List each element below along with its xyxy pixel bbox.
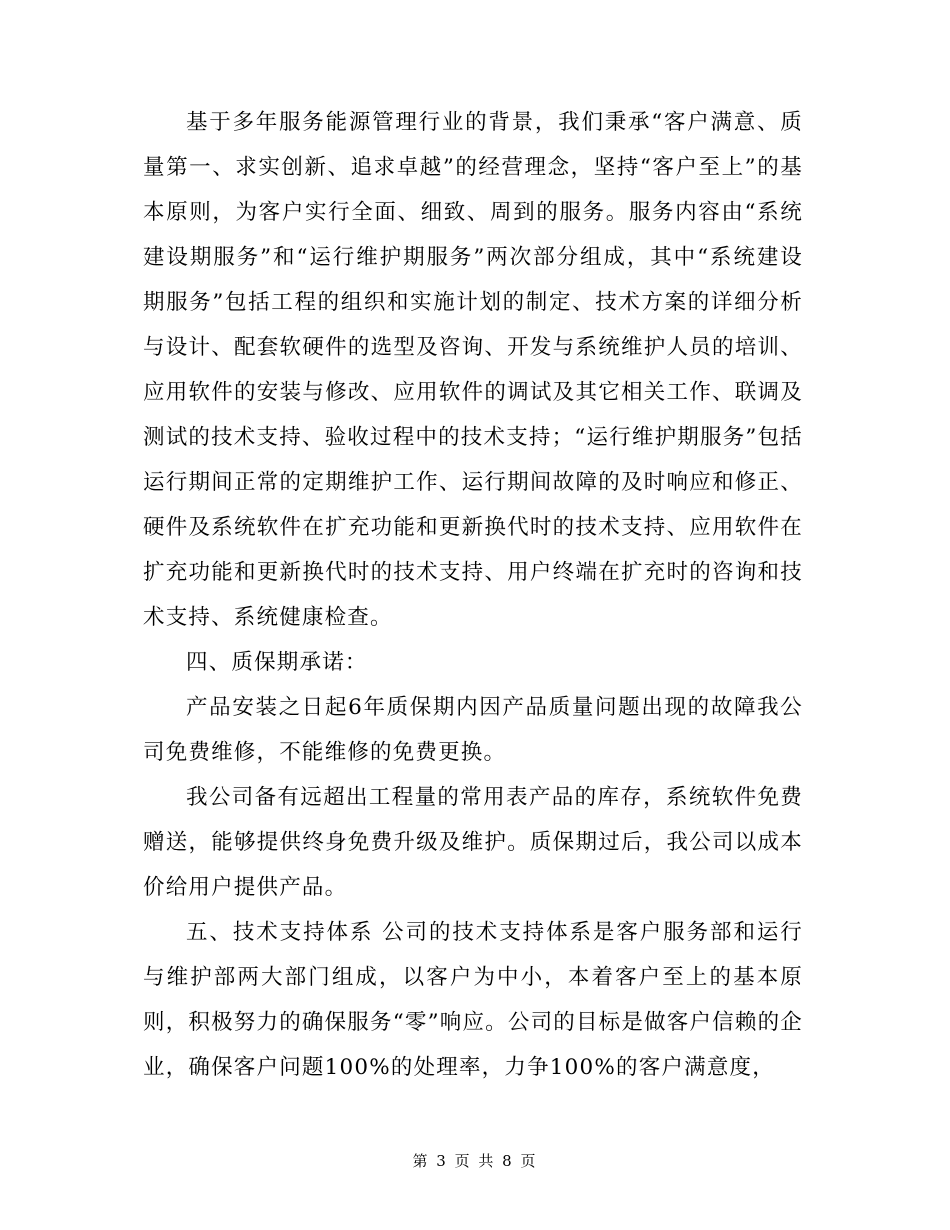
page-number: 第 3 页 共 8 页 bbox=[412, 1152, 538, 1170]
page-footer bbox=[0, 1150, 950, 1171]
paragraph-tech-support-system: 五、技术支持体系 公司的技术支持体系是客户服务部和运行与维护部两大部门组成，以客户为中小，本着客户至上的基本原则，积极努力的确保服务“零”响应。公司的目标是做客户信赖的企业，确保客户问题100%的处理率，力争100%的客户满意度， bbox=[143, 920, 803, 1080]
paragraph-inventory: 我公司备有远超出工程量的常用表产品的库存，系统软件免费赠送，能够提供终身免费升级及维护。质保期过后，我公司以成本价给用户提供产品。 bbox=[143, 785, 803, 900]
paragraph-service-content: 基于多年服务能源管理行业的背景，我们秉承“客户满意、质量第一、求实创新、追求卓越”的经营理念，坚持“客户至上”的基本原则，为客户实行全面、细致、周到的服务。服务内容由“系统建设期服务”和“运行维护期服务”两次部分组成，其中“系统建设期服务”包括工程的组织和实施计划的制定、技术方案的详细分析与设计、配套软硬件的选型及咨询、开发与系统维护人员的培训、应用软件的安装与修改、应用软件的调试及其它相关工作、联调及测试的技术支持、验收过程中的技术支持；“运行维护期服务”包括运行期间正常的定期维护工作、运行期间故障的及时响应和修正、硬件及系统软件在扩充功能和更新换代时的技术支持、应用软件在扩充功能和更新换代时的技术支持、用户终端在扩充时的咨询和技术支持、系统健康检查。 bbox=[143, 110, 803, 630]
page-body bbox=[143, 100, 803, 1090]
paragraph-warranty-repair: 产品安装之日起6年质保期内因产品质量问题出现的故障我公司免费维修，不能维修的免费更换。 bbox=[143, 695, 803, 765]
heading-warranty-commitment: 四、质保期承诺： bbox=[186, 650, 368, 675]
